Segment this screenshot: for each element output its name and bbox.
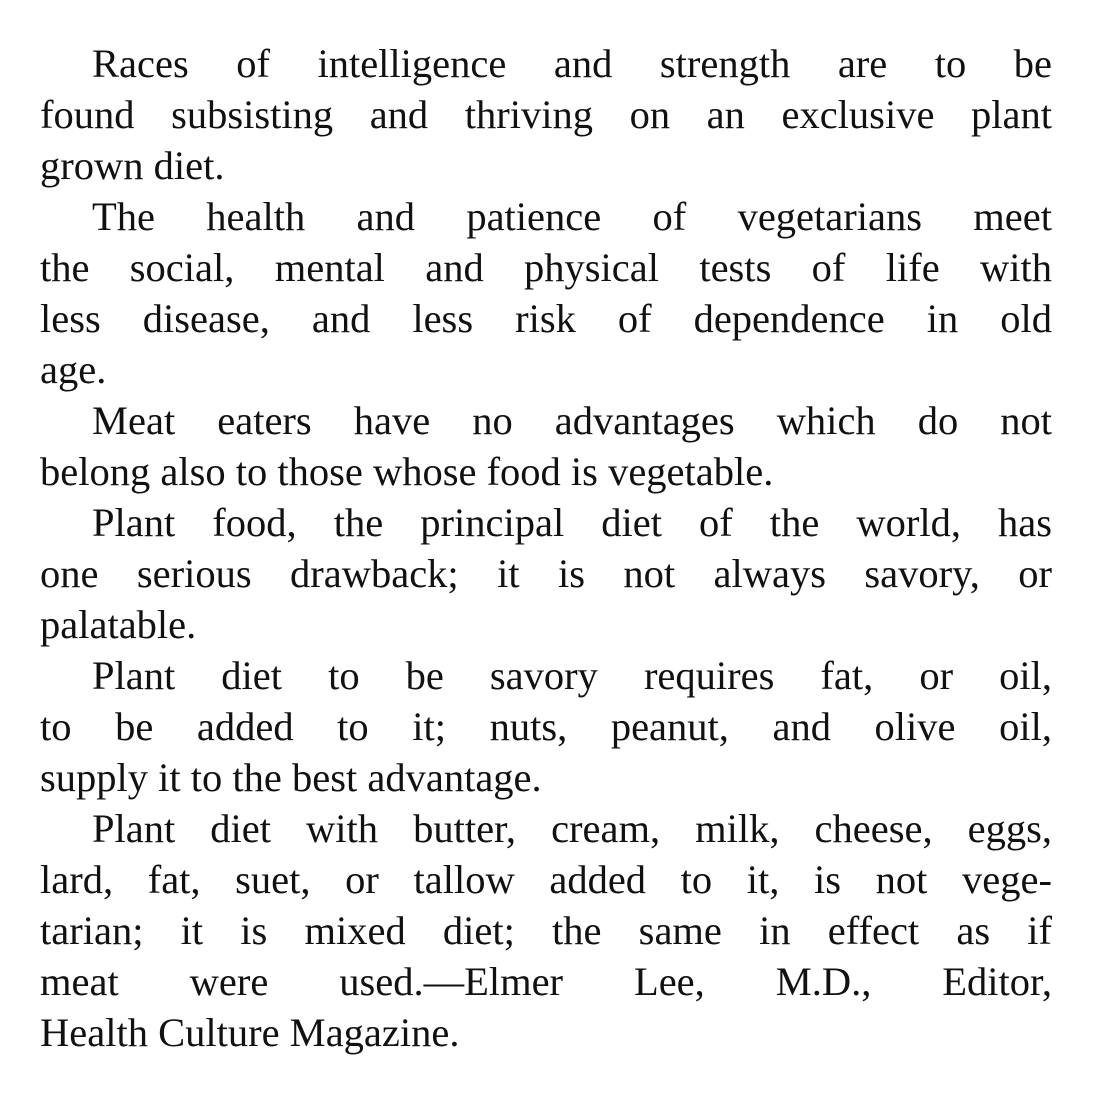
text-line: lard, fat, suet, or tallow added to it, is not vege- — [40, 857, 1052, 902]
text-line: found subsisting and thriving on an exclusive plant — [40, 92, 1052, 137]
text-line: Races of intelligence and strength are to be — [92, 41, 1052, 86]
text-line: tarian; it is mixed diet; the same in effect as if — [40, 908, 1052, 953]
text-line: one serious drawback; it is not always savory, or — [40, 551, 1052, 596]
paragraph-3 — [40, 395, 1052, 497]
paragraph-2 — [40, 191, 1052, 395]
text-line: supply it to the best advantage. — [40, 755, 542, 800]
document-page — [40, 38, 1052, 1058]
text-line: Plant diet with butter, cream, milk, cheese, eggs, — [92, 806, 1052, 851]
paragraph-4 — [40, 497, 1052, 650]
paragraph-5 — [40, 650, 1052, 803]
text-line: Plant diet to be savory requires fat, or oil, — [92, 653, 1052, 698]
paragraph-6 — [40, 803, 1052, 1058]
text-line: meat were used.—Elmer Lee, M.D., Editor, — [40, 959, 1052, 1004]
text-line: Health Culture Magazine. — [40, 1010, 460, 1055]
paragraph-1 — [40, 38, 1052, 191]
text-line: Plant food, the principal diet of the world, has — [92, 500, 1052, 545]
text-line: grown diet. — [40, 143, 225, 188]
text-line: less disease, and less risk of dependence in old — [40, 296, 1052, 341]
text-line: age. — [40, 347, 107, 392]
text-line: the social, mental and physical tests of life with — [40, 245, 1052, 290]
text-line: palatable. — [40, 602, 197, 647]
text-line: to be added to it; nuts, peanut, and olive oil, — [40, 704, 1052, 749]
text-line: The health and patience of vegetarians meet — [92, 194, 1052, 239]
text-line: belong also to those whose food is vegetable. — [40, 449, 774, 494]
text-line: Meat eaters have no advantages which do not — [92, 398, 1052, 443]
